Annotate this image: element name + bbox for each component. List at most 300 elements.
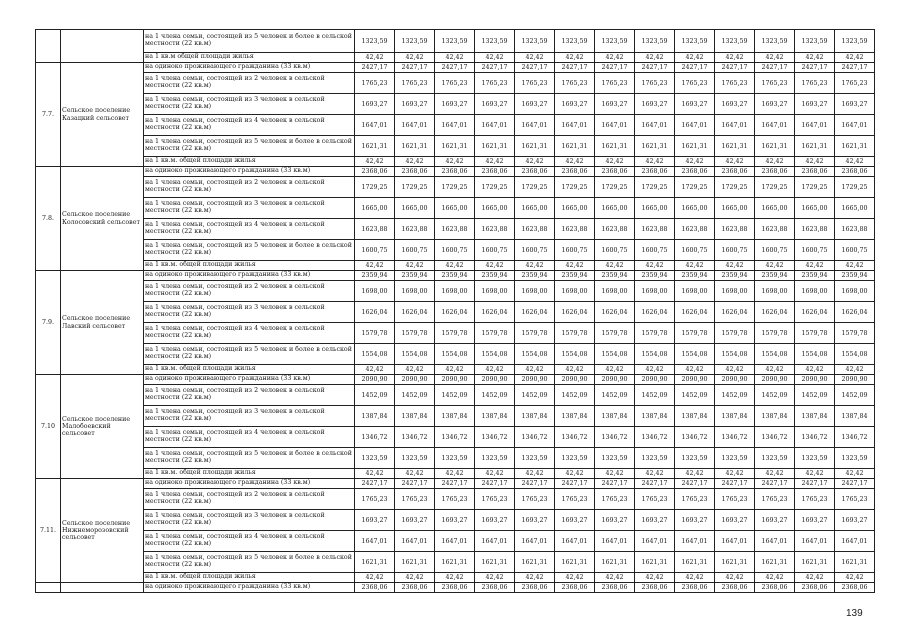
value-cell: 2427,17 — [395, 63, 435, 73]
value-cell: 42,42 — [595, 53, 635, 63]
value-cell: 1665,00 — [795, 198, 835, 219]
value-cell: 1665,00 — [355, 198, 395, 219]
value-cell: 2359,94 — [355, 271, 395, 281]
value-cell: 1665,00 — [435, 198, 475, 219]
value-cell: 1452,09 — [675, 385, 715, 406]
value-cell: 2368,06 — [755, 583, 795, 593]
value-cell: 1623,88 — [395, 219, 435, 240]
value-cell: 1554,08 — [355, 344, 395, 365]
value-cell: 42,42 — [555, 365, 595, 375]
value-cell: 2427,17 — [675, 63, 715, 73]
row-description: на 1 кв.м. общей площади жилья — [144, 365, 355, 375]
value-cell: 1665,00 — [555, 198, 595, 219]
value-cell: 1621,31 — [395, 136, 435, 157]
value-cell: 42,42 — [435, 261, 475, 271]
row-description: на 1 члена семьи, состоящей из 3 человек в сельской местности (22 кв.м) — [144, 94, 355, 115]
value-cell: 2359,94 — [755, 271, 795, 281]
value-cell: 42,42 — [755, 573, 795, 583]
value-cell: 1387,84 — [435, 406, 475, 427]
value-cell: 1693,27 — [515, 510, 555, 531]
row-description: на 1 члена семьи, состоящей из 3 человек в сельской местности (22 кв.м) — [144, 302, 355, 323]
value-cell: 1621,31 — [795, 552, 835, 573]
value-cell: 1698,00 — [835, 281, 875, 302]
value-cell: 1626,04 — [475, 302, 515, 323]
value-cell: 1600,75 — [435, 240, 475, 261]
value-cell: 2427,17 — [715, 479, 755, 489]
value-cell: 1323,59 — [675, 448, 715, 469]
value-cell: 1346,72 — [475, 427, 515, 448]
value-cell: 1387,84 — [555, 406, 595, 427]
value-cell: 1346,72 — [595, 427, 635, 448]
row-description: на 1 члена семьи, состоящей из 4 человек в сельской местности (22 кв.м) — [144, 531, 355, 552]
value-cell: 1554,08 — [835, 344, 875, 365]
row-description: на 1 кв.м. общей площади жилья — [144, 469, 355, 479]
value-cell: 42,42 — [515, 157, 555, 167]
value-cell: 1698,00 — [755, 281, 795, 302]
value-cell: 1346,72 — [675, 427, 715, 448]
table-row — [36, 198, 875, 219]
value-cell: 42,42 — [515, 365, 555, 375]
value-cell: 1693,27 — [595, 94, 635, 115]
value-cell: 2368,06 — [795, 583, 835, 593]
value-cell: 2090,90 — [555, 375, 595, 385]
value-cell: 1647,01 — [435, 115, 475, 136]
value-cell: 2368,06 — [635, 167, 675, 177]
value-cell: 42,42 — [715, 53, 755, 63]
row-description: на 1 кв.м. общей площади жилья — [144, 261, 355, 271]
value-cell: 1346,72 — [835, 427, 875, 448]
value-cell: 1693,27 — [555, 510, 595, 531]
table-row — [36, 219, 875, 240]
value-cell: 1621,31 — [795, 136, 835, 157]
row-description: на 1 члена семьи, состоящей из 5 человек и более в сельской местности (22 кв.м) — [144, 136, 355, 157]
value-cell: 2427,17 — [835, 479, 875, 489]
table-row — [36, 510, 875, 531]
value-cell: 2368,06 — [675, 583, 715, 593]
value-cell: 1626,04 — [795, 302, 835, 323]
value-cell: 1647,01 — [635, 531, 675, 552]
value-cell: 2090,90 — [515, 375, 555, 385]
value-cell: 1693,27 — [675, 510, 715, 531]
row-description: на одиноко проживающего гражданина (33 кв.м) — [144, 375, 355, 385]
value-cell: 2359,94 — [795, 271, 835, 281]
value-cell: 1323,59 — [435, 448, 475, 469]
value-cell: 42,42 — [595, 365, 635, 375]
value-cell: 42,42 — [395, 157, 435, 167]
value-cell: 42,42 — [835, 53, 875, 63]
value-cell: 1346,72 — [795, 427, 835, 448]
value-cell: 1621,31 — [555, 136, 595, 157]
value-cell: 42,42 — [635, 365, 675, 375]
value-cell: 42,42 — [515, 53, 555, 63]
value-cell: 42,42 — [835, 469, 875, 479]
table-row — [36, 271, 875, 281]
table-row — [36, 406, 875, 427]
value-cell: 2427,17 — [515, 63, 555, 73]
value-cell: 1626,04 — [715, 302, 755, 323]
value-cell: 1698,00 — [635, 281, 675, 302]
value-cell: 1323,59 — [715, 448, 755, 469]
value-cell: 1729,25 — [755, 177, 795, 198]
table-row — [36, 261, 875, 271]
item-number: 7.9. — [36, 271, 61, 375]
value-cell: 2368,06 — [395, 583, 435, 593]
value-cell: 42,42 — [435, 573, 475, 583]
value-cell: 2427,17 — [635, 63, 675, 73]
value-cell: 1600,75 — [595, 240, 635, 261]
value-cell: 1579,78 — [675, 323, 715, 344]
value-cell: 42,42 — [475, 53, 515, 63]
value-cell: 1621,31 — [595, 136, 635, 157]
value-cell: 1647,01 — [675, 531, 715, 552]
value-cell: 1452,09 — [715, 385, 755, 406]
value-cell: 1346,72 — [555, 427, 595, 448]
value-cell: 42,42 — [555, 573, 595, 583]
value-cell: 1729,25 — [355, 177, 395, 198]
table-row — [36, 469, 875, 479]
value-cell: 1765,23 — [635, 489, 675, 510]
row-description: на 1 члена семьи, состоящей из 5 человек и более в сельской местности (22 кв.м) — [144, 552, 355, 573]
value-cell: 1647,01 — [355, 115, 395, 136]
value-cell: 2368,06 — [355, 167, 395, 177]
value-cell: 1693,27 — [715, 510, 755, 531]
value-cell: 1579,78 — [395, 323, 435, 344]
value-cell: 2368,06 — [435, 167, 475, 177]
value-cell: 1665,00 — [635, 198, 675, 219]
value-cell: 1765,23 — [515, 73, 555, 94]
value-cell: 42,42 — [755, 157, 795, 167]
value-cell: 1765,23 — [635, 73, 675, 94]
value-cell: 42,42 — [355, 53, 395, 63]
row-description: на 1 члена семьи, состоящей из 2 человек в сельской местности (22 кв.м) — [144, 73, 355, 94]
value-cell: 1579,78 — [635, 323, 675, 344]
value-cell: 42,42 — [475, 261, 515, 271]
value-cell: 1729,25 — [835, 177, 875, 198]
value-cell: 42,42 — [515, 261, 555, 271]
value-cell: 1600,75 — [515, 240, 555, 261]
value-cell: 42,42 — [635, 573, 675, 583]
value-cell: 1647,01 — [595, 531, 635, 552]
value-cell: 1647,01 — [835, 115, 875, 136]
value-cell: 1693,27 — [355, 94, 395, 115]
value-cell: 1621,31 — [755, 552, 795, 573]
value-cell: 1765,23 — [435, 489, 475, 510]
value-cell: 2090,90 — [635, 375, 675, 385]
value-cell: 1323,59 — [555, 30, 595, 53]
value-cell: 42,42 — [515, 573, 555, 583]
value-cell: 1452,09 — [355, 385, 395, 406]
value-cell: 1647,01 — [715, 531, 755, 552]
table-row — [36, 531, 875, 552]
value-cell: 1621,31 — [835, 552, 875, 573]
table-row — [36, 177, 875, 198]
value-cell: 1765,23 — [515, 489, 555, 510]
value-cell: 1729,25 — [475, 177, 515, 198]
value-cell: 1647,01 — [395, 531, 435, 552]
value-cell: 1693,27 — [715, 94, 755, 115]
value-cell: 1452,09 — [475, 385, 515, 406]
value-cell: 1693,27 — [835, 94, 875, 115]
row-description: на одиноко проживающего гражданина (33 кв.м) — [144, 271, 355, 281]
value-cell: 1665,00 — [475, 198, 515, 219]
value-cell: 1693,27 — [595, 510, 635, 531]
value-cell: 1693,27 — [475, 510, 515, 531]
value-cell: 2427,17 — [635, 479, 675, 489]
value-cell: 1665,00 — [755, 198, 795, 219]
value-cell: 42,42 — [835, 573, 875, 583]
value-cell: 1626,04 — [595, 302, 635, 323]
value-cell: 42,42 — [475, 157, 515, 167]
value-cell: 1579,78 — [555, 323, 595, 344]
table-row — [36, 53, 875, 63]
value-cell: 42,42 — [675, 53, 715, 63]
value-cell: 1579,78 — [835, 323, 875, 344]
value-cell: 1647,01 — [515, 531, 555, 552]
value-cell: 42,42 — [595, 469, 635, 479]
table-row — [36, 167, 875, 177]
value-cell: 42,42 — [435, 365, 475, 375]
value-cell: 2090,90 — [755, 375, 795, 385]
table-row — [36, 136, 875, 157]
value-cell: 1323,59 — [475, 30, 515, 53]
value-cell: 1693,27 — [835, 510, 875, 531]
value-cell: 1626,04 — [395, 302, 435, 323]
value-cell: 1729,25 — [595, 177, 635, 198]
row-description: на 1 члена семьи, состоящей из 4 человек в сельской местности (22 кв.м) — [144, 323, 355, 344]
value-cell: 1698,00 — [555, 281, 595, 302]
value-cell: 1626,04 — [635, 302, 675, 323]
value-cell: 2427,17 — [475, 479, 515, 489]
row-description: на одиноко проживающего гражданина (33 кв.м) — [144, 583, 355, 593]
row-description: на 1 члена семьи, состоящей из 2 человек в сельской местности (22 кв.м) — [144, 385, 355, 406]
value-cell: 1621,31 — [475, 136, 515, 157]
row-description: на одиноко проживающего гражданина (33 кв.м) — [144, 63, 355, 73]
value-cell: 1765,23 — [475, 73, 515, 94]
value-cell: 1452,09 — [395, 385, 435, 406]
value-cell: 42,42 — [675, 261, 715, 271]
value-cell: 2427,17 — [755, 479, 795, 489]
value-cell: 1647,01 — [555, 531, 595, 552]
value-cell: 2368,06 — [635, 583, 675, 593]
value-cell: 1554,08 — [675, 344, 715, 365]
row-description: на 1 кв.м. общей площади жилья — [144, 157, 355, 167]
value-cell: 1765,23 — [795, 489, 835, 510]
value-cell: 1765,23 — [355, 73, 395, 94]
value-cell: 1621,31 — [355, 136, 395, 157]
value-cell: 1346,72 — [355, 427, 395, 448]
value-cell: 1693,27 — [475, 94, 515, 115]
value-cell: 2368,06 — [515, 583, 555, 593]
value-cell: 1765,23 — [395, 73, 435, 94]
value-cell: 2427,17 — [475, 63, 515, 73]
row-description: на 1 члена семьи, состоящей из 4 человек в сельской местности (22 кв.м) — [144, 427, 355, 448]
row-description: на 1 члена семьи, состоящей из 3 человек в сельской местности (22 кв.м) — [144, 406, 355, 427]
value-cell: 2090,90 — [835, 375, 875, 385]
value-cell: 1323,59 — [675, 30, 715, 53]
value-cell: 1623,88 — [675, 219, 715, 240]
value-cell: 1554,08 — [795, 344, 835, 365]
value-cell: 1579,78 — [715, 323, 755, 344]
value-cell: 1554,08 — [715, 344, 755, 365]
value-cell: 1647,01 — [515, 115, 555, 136]
value-cell: 1387,84 — [595, 406, 635, 427]
value-cell: 42,42 — [355, 261, 395, 271]
value-cell: 1600,75 — [475, 240, 515, 261]
value-cell: 1600,75 — [795, 240, 835, 261]
value-cell: 1765,23 — [555, 73, 595, 94]
value-cell: 1623,88 — [715, 219, 755, 240]
value-cell: 1765,23 — [395, 489, 435, 510]
table-row — [36, 157, 875, 167]
value-cell: 2090,90 — [715, 375, 755, 385]
value-cell: 2427,17 — [595, 63, 635, 73]
value-cell: 42,42 — [835, 157, 875, 167]
value-cell: 1623,88 — [475, 219, 515, 240]
value-cell: 1346,72 — [395, 427, 435, 448]
value-cell: 1623,88 — [555, 219, 595, 240]
value-cell: 1626,04 — [515, 302, 555, 323]
page-number: 139 — [846, 608, 863, 619]
value-cell: 1626,04 — [675, 302, 715, 323]
value-cell: 1693,27 — [755, 510, 795, 531]
value-cell: 1647,01 — [835, 531, 875, 552]
value-cell: 1323,59 — [755, 30, 795, 53]
item-number-cell — [36, 30, 61, 63]
value-cell: 1346,72 — [635, 427, 675, 448]
value-cell: 1765,23 — [555, 489, 595, 510]
value-cell: 1623,88 — [355, 219, 395, 240]
table-row — [36, 63, 875, 73]
value-cell: 1665,00 — [595, 198, 635, 219]
table-row — [36, 323, 875, 344]
table-row — [36, 94, 875, 115]
value-cell: 1579,78 — [795, 323, 835, 344]
value-cell: 1600,75 — [715, 240, 755, 261]
value-cell: 1346,72 — [755, 427, 795, 448]
value-cell: 2427,17 — [435, 479, 475, 489]
value-cell: 1621,31 — [475, 552, 515, 573]
value-cell: 42,42 — [515, 469, 555, 479]
value-cell: 2090,90 — [675, 375, 715, 385]
table-row — [36, 448, 875, 469]
table-row — [36, 344, 875, 365]
value-cell: 1323,59 — [795, 30, 835, 53]
value-cell: 1765,23 — [835, 489, 875, 510]
value-cell: 42,42 — [635, 469, 675, 479]
value-cell: 42,42 — [435, 469, 475, 479]
value-cell: 1621,31 — [835, 136, 875, 157]
value-cell: 2368,06 — [835, 583, 875, 593]
value-cell: 1765,23 — [715, 489, 755, 510]
value-cell: 1554,08 — [475, 344, 515, 365]
value-cell: 2368,06 — [755, 167, 795, 177]
value-cell: 42,42 — [555, 469, 595, 479]
value-cell: 1323,59 — [595, 30, 635, 53]
value-cell: 1452,09 — [595, 385, 635, 406]
value-cell: 42,42 — [715, 573, 755, 583]
value-cell: 2359,94 — [595, 271, 635, 281]
value-cell: 42,42 — [675, 365, 715, 375]
value-cell: 2359,94 — [515, 271, 555, 281]
value-cell: 2090,90 — [595, 375, 635, 385]
value-cell: 2368,06 — [595, 167, 635, 177]
value-cell: 1387,84 — [835, 406, 875, 427]
value-cell: 42,42 — [595, 261, 635, 271]
value-cell: 1323,59 — [635, 448, 675, 469]
value-cell: 1600,75 — [395, 240, 435, 261]
value-cell: 1765,23 — [795, 73, 835, 94]
value-cell: 1346,72 — [435, 427, 475, 448]
value-cell: 1387,84 — [795, 406, 835, 427]
value-cell: 1729,25 — [635, 177, 675, 198]
value-cell: 1323,59 — [435, 30, 475, 53]
value-cell: 1323,59 — [355, 30, 395, 53]
row-description: на 1 члена семьи, состоящей из 4 человек в сельской местности (22 кв.м) — [144, 115, 355, 136]
value-cell: 42,42 — [355, 365, 395, 375]
value-cell: 1765,23 — [835, 73, 875, 94]
value-cell: 2368,06 — [715, 167, 755, 177]
value-cell: 42,42 — [555, 157, 595, 167]
value-cell: 42,42 — [795, 53, 835, 63]
value-cell: 42,42 — [435, 157, 475, 167]
value-cell: 42,42 — [635, 261, 675, 271]
value-cell: 42,42 — [795, 365, 835, 375]
table-row — [36, 365, 875, 375]
row-description: на 1 члена семьи, состоящей из 2 человек в сельской местности (22 кв.м) — [144, 489, 355, 510]
value-cell: 2359,94 — [835, 271, 875, 281]
value-cell: 2359,94 — [435, 271, 475, 281]
value-cell: 2368,06 — [515, 167, 555, 177]
value-cell: 42,42 — [555, 261, 595, 271]
table-row — [36, 385, 875, 406]
value-cell: 1693,27 — [795, 94, 835, 115]
value-cell: 1647,01 — [475, 531, 515, 552]
value-cell: 1600,75 — [555, 240, 595, 261]
row-description: на 1 члена семьи, состоящей из 2 человек в сельской местности (22 кв.м) — [144, 281, 355, 302]
value-cell: 2090,90 — [475, 375, 515, 385]
settlement-name-cell — [61, 583, 144, 593]
value-cell: 1647,01 — [475, 115, 515, 136]
value-cell: 1323,59 — [355, 448, 395, 469]
value-cell: 1765,23 — [715, 73, 755, 94]
value-cell: 1452,09 — [435, 385, 475, 406]
table-row — [36, 240, 875, 261]
value-cell: 1621,31 — [395, 552, 435, 573]
value-cell: 1693,27 — [555, 94, 595, 115]
value-cell: 42,42 — [715, 157, 755, 167]
value-cell: 1665,00 — [835, 198, 875, 219]
value-cell: 1623,88 — [595, 219, 635, 240]
value-cell: 1693,27 — [355, 510, 395, 531]
table-row — [36, 302, 875, 323]
value-cell: 1387,84 — [475, 406, 515, 427]
value-cell: 1323,59 — [755, 448, 795, 469]
value-cell: 1626,04 — [835, 302, 875, 323]
value-cell: 1323,59 — [595, 448, 635, 469]
value-cell: 1621,31 — [715, 136, 755, 157]
value-cell: 42,42 — [355, 157, 395, 167]
value-cell: 42,42 — [715, 469, 755, 479]
row-description: на 1 члена семьи, состоящей из 3 человек в сельской местности (22 кв.м) — [144, 510, 355, 531]
value-cell: 2368,06 — [715, 583, 755, 593]
value-cell: 1323,59 — [515, 448, 555, 469]
value-cell: 1387,84 — [355, 406, 395, 427]
value-cell: 1554,08 — [755, 344, 795, 365]
table-row — [36, 583, 875, 593]
value-cell: 1626,04 — [555, 302, 595, 323]
table-row — [36, 427, 875, 448]
value-cell: 1600,75 — [635, 240, 675, 261]
